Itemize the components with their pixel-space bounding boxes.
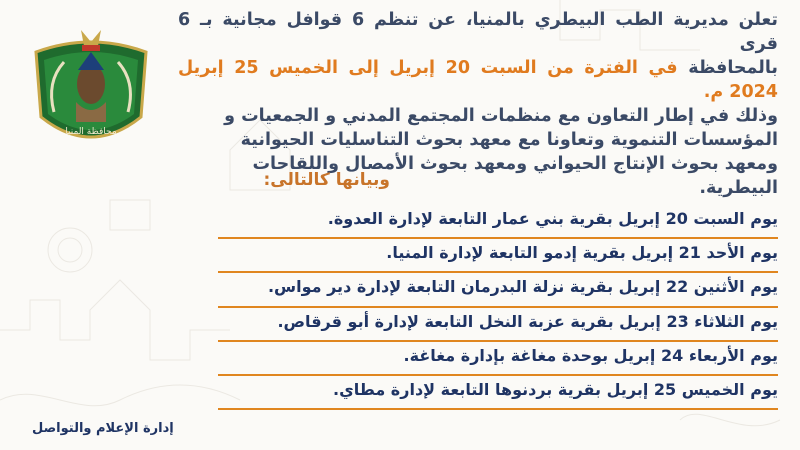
schedule-item: يوم الأثنين 22 إبريل بقرية نزلة البدرمان التابعة لإدارة دير مواس. — [218, 273, 778, 307]
schedule-item: يوم السبت 20 إبريل بقرية بني عمار التابعة لإدارة العدوة. — [218, 205, 778, 239]
announcement-line: تعلن مديرية الطب البيطري بالمنيا، عن تنظم 6 قوافل مجانية بـ 6 قرى — [178, 10, 778, 54]
schedule-item: يوم الأحد 21 إبريل بقرية إدمو التابعة لإدارة المنيا. — [218, 239, 778, 273]
announcement-line: ومعهد بحوث الإنتاج الحيواني ومعهد بحوث الأمصال واللقاحات — [252, 154, 778, 174]
schedule-item: يوم الثلاثاء 23 إبريل بقرية عزبة النخل التابعة لإدارة أبو قرقاص. — [218, 308, 778, 342]
schedule-list — [218, 205, 778, 410]
announcement-line: المؤسسات التنموية وتعاونا مع معهد بحوث التناسليات الحيوانية — [240, 130, 778, 150]
footer-department: إدارة الإعلام والتواصل — [32, 421, 174, 436]
announcement-line — [178, 56, 778, 104]
announcement-line-prefix: بالمحافظة — [677, 58, 778, 78]
announcement-line: وذلك في إطار التعاون مع منظمات المجتمع المدني و الجمعيات و — [224, 106, 778, 126]
logo-caption: محافظة المنيا — [65, 127, 117, 137]
announcement-line: البيطرية. — [699, 178, 778, 198]
schedule-heading: وبيانها كالتالى: — [263, 170, 390, 190]
date-range-highlight: في الفترة من السبت 20 إبريل إلى الخميس 25 إبريل 2024 م. — [178, 58, 778, 102]
schedule-item: يوم الخميس 25 إبريل بقرية بردنوها التابعة لإدارة مطاي. — [218, 376, 778, 410]
minya-governorate-logo — [16, 22, 166, 162]
schedule-item: يوم الأربعاء 24 إبريل بوحدة مغاغة بإدارة مغاغة. — [218, 342, 778, 376]
